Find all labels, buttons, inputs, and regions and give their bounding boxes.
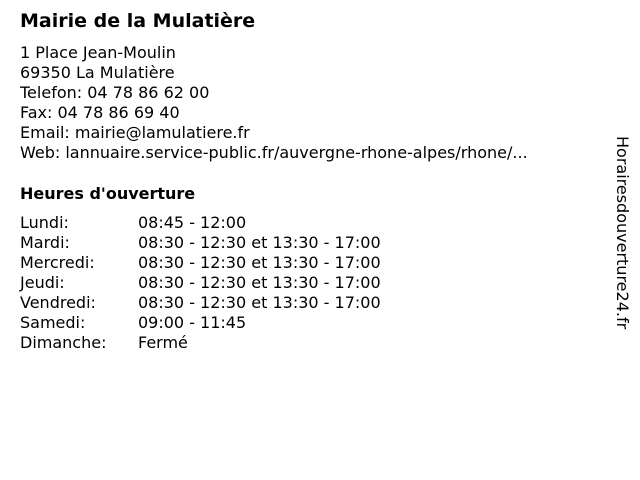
time-value: 08:30 - 12:30 et 13:30 - 17:00 (138, 233, 381, 252)
day-label: Mercredi: (20, 253, 95, 272)
hours-row-friday (20, 293, 450, 313)
time-value: 08:45 - 12:00 (138, 213, 247, 232)
day-label: Dimanche: (20, 333, 107, 352)
fax-text: Fax: 04 78 86 69 40 (20, 103, 180, 122)
time-value: 08:30 - 12:30 et 13:30 - 17:00 (138, 273, 381, 292)
web-text: Web: lannuaire.service-public.fr/auvergne-rhone-alpes/rhone/... (20, 143, 528, 162)
hours-row-wednesday (20, 253, 450, 273)
address-line-1: 1 Place Jean-Moulin (20, 43, 176, 62)
phone-text: Telefon: 04 78 86 62 00 (20, 83, 210, 102)
hours-row-thursday (20, 273, 450, 293)
day-label: Mardi: (20, 233, 70, 252)
hours-row-saturday (20, 313, 450, 333)
hours-row-tuesday (20, 233, 450, 253)
time-value: 08:30 - 12:30 et 13:30 - 17:00 (138, 293, 381, 312)
site-watermark: Horairesdouverture24.fr (613, 136, 632, 330)
day-label: Vendredi: (20, 293, 96, 312)
hours-row-monday (20, 213, 450, 233)
day-label: Lundi: (20, 213, 69, 232)
time-value: 09:00 - 11:45 (138, 313, 247, 332)
day-label: Jeudi: (20, 273, 65, 292)
opening-hours-heading: Heures d'ouverture (20, 184, 196, 203)
email-text: Email: mairie@lamulatiere.fr (20, 123, 250, 142)
address-line-2: 69350 La Mulatière (20, 63, 175, 82)
time-value: 08:30 - 12:30 et 13:30 - 17:00 (138, 253, 381, 272)
day-label: Samedi: (20, 313, 86, 332)
contact-block (20, 43, 528, 163)
hours-row-sunday (20, 333, 450, 353)
time-value: Fermé (138, 333, 188, 352)
opening-hours-table (20, 213, 450, 353)
page-title: Mairie de la Mulatière (20, 10, 256, 32)
